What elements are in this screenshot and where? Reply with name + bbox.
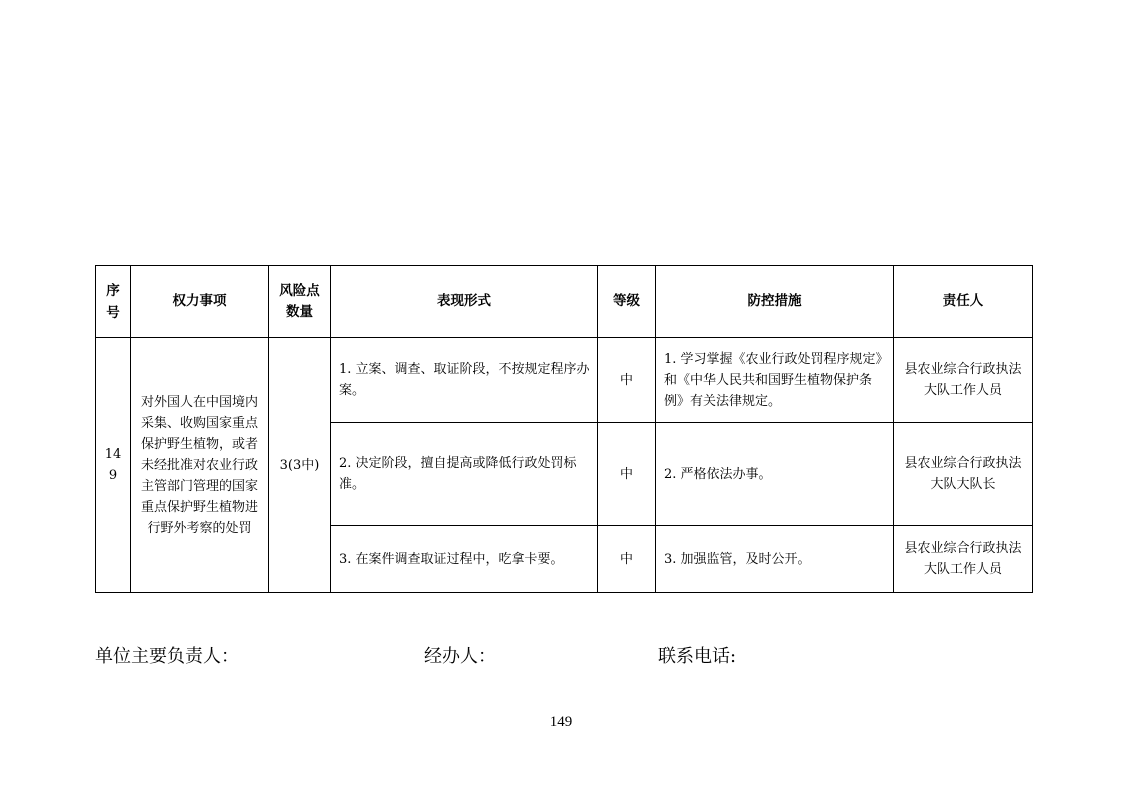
principal-signature-label: 单位主要负责人： — [95, 646, 239, 667]
header-power-item: 权力事项 — [131, 266, 269, 338]
header-seq: 序号 — [96, 266, 131, 338]
cell-responsible: 县农业综合行政执法大队工作人员 — [894, 338, 1033, 423]
cell-risk-count: 3(3中) — [269, 338, 331, 593]
table-row — [96, 338, 1033, 423]
cell-level: 中 — [598, 526, 656, 593]
header-prevention: 防控措施 — [656, 266, 894, 338]
cell-manifestation: 2. 决定阶段，擅自提高或降低行政处罚标准。 — [331, 423, 598, 526]
cell-seq: 149 — [96, 338, 131, 593]
header-risk-count: 风险点数量 — [269, 266, 331, 338]
cell-responsible: 县农业综合行政执法大队大队长 — [894, 423, 1033, 526]
cell-prevention: 3. 加强监管，及时公开。 — [656, 526, 894, 593]
cell-prevention: 2. 严格依法办事。 — [656, 423, 894, 526]
header-level: 等级 — [598, 266, 656, 338]
cell-responsible: 县农业综合行政执法大队工作人员 — [894, 526, 1033, 593]
risk-control-table — [95, 265, 1033, 593]
cell-manifestation: 1. 立案、调查、取证阶段，不按规定程序办案。 — [331, 338, 598, 423]
contact-phone-label: 联系电话: — [658, 646, 737, 667]
table-header-row — [96, 266, 1033, 338]
cell-level: 中 — [598, 338, 656, 423]
cell-manifestation: 3. 在案件调查取证过程中，吃拿卡要。 — [331, 526, 598, 593]
page-number: 149 — [549, 714, 573, 730]
handler-signature-label: 经办人： — [424, 646, 496, 667]
header-responsible: 责任人 — [894, 266, 1033, 338]
cell-level: 中 — [598, 423, 656, 526]
header-manifestation: 表现形式 — [331, 266, 598, 338]
cell-power-item: 对外国人在中国境内采集、收购国家重点保护野生植物，或者未经批准对农业行政主管部门管理的国家重点保护野生植物进行野外考察的处罚 — [131, 338, 269, 593]
cell-prevention: 1. 学习掌握《农业行政处罚程序规定》和《中华人民共和国野生植物保护条例》有关法律规定。 — [656, 338, 894, 423]
